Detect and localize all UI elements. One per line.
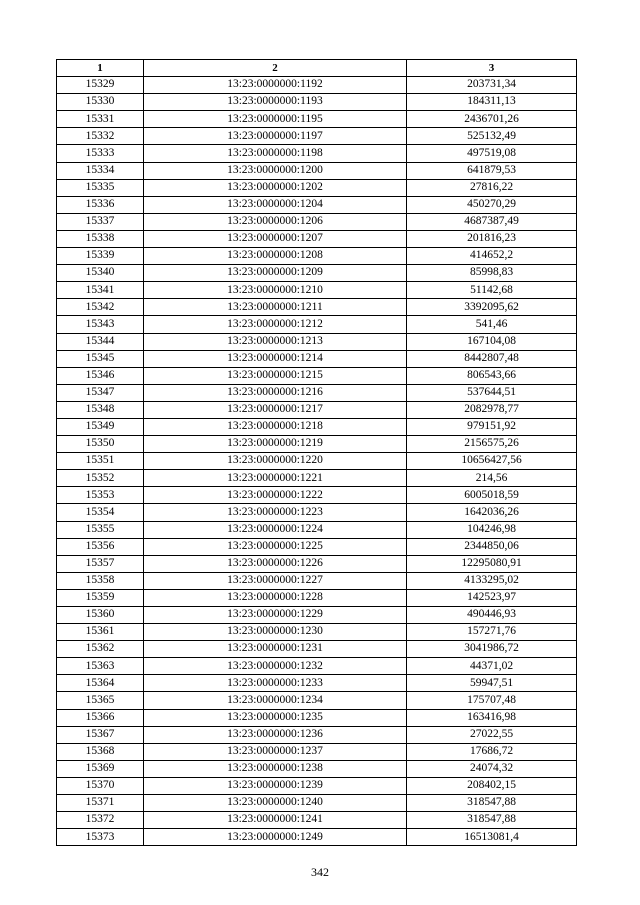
value-cell: 59947,51	[407, 675, 577, 692]
row-number-cell: 15331	[57, 111, 144, 128]
value-cell: 184311,13	[407, 94, 577, 111]
cadastral-number-cell: 13:23:0000000:1225	[144, 538, 407, 555]
table-row	[57, 521, 577, 538]
cadastral-number-cell: 13:23:0000000:1208	[144, 248, 407, 265]
table-row	[57, 675, 577, 692]
row-number-cell: 15349	[57, 418, 144, 435]
cadastral-number-cell: 13:23:0000000:1209	[144, 265, 407, 282]
table-row	[57, 213, 577, 230]
table-header	[57, 60, 577, 77]
value-cell: 2344850,06	[407, 538, 577, 555]
table-row	[57, 384, 577, 401]
row-number-cell: 15360	[57, 607, 144, 624]
table-row	[57, 111, 577, 128]
table-row	[57, 77, 577, 94]
cadastral-number-cell: 13:23:0000000:1237	[144, 743, 407, 760]
value-cell: 318547,88	[407, 795, 577, 812]
cadastral-number-cell: 13:23:0000000:1213	[144, 333, 407, 350]
value-cell: 203731,34	[407, 77, 577, 94]
value-cell: 806543,66	[407, 367, 577, 384]
row-number-cell: 15329	[57, 77, 144, 94]
cadastral-number-cell: 13:23:0000000:1233	[144, 675, 407, 692]
value-cell: 537644,51	[407, 384, 577, 401]
table-row	[57, 367, 577, 384]
value-cell: 979151,92	[407, 418, 577, 435]
cadastral-number-cell: 13:23:0000000:1235	[144, 709, 407, 726]
table-row	[57, 641, 577, 658]
table-row	[57, 453, 577, 470]
cadastral-number-cell: 13:23:0000000:1193	[144, 94, 407, 111]
value-cell: 641879,53	[407, 162, 577, 179]
table-row	[57, 589, 577, 606]
row-number-cell: 15351	[57, 453, 144, 470]
value-cell: 85998,83	[407, 265, 577, 282]
value-cell: 3041986,72	[407, 641, 577, 658]
cadastral-number-cell: 13:23:0000000:1204	[144, 196, 407, 213]
table-row	[57, 726, 577, 743]
row-number-cell: 15334	[57, 162, 144, 179]
row-number-cell: 15332	[57, 128, 144, 145]
value-cell: 157271,76	[407, 624, 577, 641]
cadastral-number-cell: 13:23:0000000:1198	[144, 145, 407, 162]
cadastral-number-cell: 13:23:0000000:1240	[144, 795, 407, 812]
table-row	[57, 487, 577, 504]
table-row	[57, 436, 577, 453]
value-cell: 27022,55	[407, 726, 577, 743]
row-number-cell: 15364	[57, 675, 144, 692]
value-cell: 3392095,62	[407, 299, 577, 316]
value-cell: 2082978,77	[407, 401, 577, 418]
table-row	[57, 333, 577, 350]
value-cell: 163416,98	[407, 709, 577, 726]
value-cell: 16513081,4	[407, 829, 577, 846]
table-row	[57, 743, 577, 760]
table-row	[57, 709, 577, 726]
value-cell: 12295080,91	[407, 555, 577, 572]
cadastral-number-cell: 13:23:0000000:1220	[144, 453, 407, 470]
row-number-cell: 15337	[57, 213, 144, 230]
cadastral-number-cell: 13:23:0000000:1212	[144, 316, 407, 333]
row-number-cell: 15355	[57, 521, 144, 538]
cadastral-number-cell: 13:23:0000000:1230	[144, 624, 407, 641]
value-cell: 175707,48	[407, 692, 577, 709]
value-cell: 525132,49	[407, 128, 577, 145]
cadastral-number-cell: 13:23:0000000:1210	[144, 282, 407, 299]
row-number-cell: 15343	[57, 316, 144, 333]
table-header-row	[57, 60, 577, 77]
table-row	[57, 299, 577, 316]
table-row	[57, 162, 577, 179]
value-cell: 318547,88	[407, 812, 577, 829]
row-number-cell: 15371	[57, 795, 144, 812]
row-number-cell: 15342	[57, 299, 144, 316]
value-cell: 450270,29	[407, 196, 577, 213]
row-number-cell: 15358	[57, 572, 144, 589]
cadastral-number-cell: 13:23:0000000:1221	[144, 470, 407, 487]
table-row	[57, 145, 577, 162]
row-number-cell: 15369	[57, 760, 144, 777]
cadastral-number-cell: 13:23:0000000:1236	[144, 726, 407, 743]
row-number-cell: 15340	[57, 265, 144, 282]
table-row	[57, 179, 577, 196]
table-row	[57, 196, 577, 213]
value-cell: 2436701,26	[407, 111, 577, 128]
row-number-cell: 15372	[57, 812, 144, 829]
value-cell: 414652,2	[407, 248, 577, 265]
value-cell: 208402,15	[407, 777, 577, 794]
column-header-3: 3	[407, 60, 577, 77]
row-number-cell: 15347	[57, 384, 144, 401]
value-cell: 497519,08	[407, 145, 577, 162]
row-number-cell: 15344	[57, 333, 144, 350]
cadastral-number-cell: 13:23:0000000:1214	[144, 350, 407, 367]
cadastral-number-cell: 13:23:0000000:1224	[144, 521, 407, 538]
table-row	[57, 692, 577, 709]
cadastral-number-cell: 13:23:0000000:1202	[144, 179, 407, 196]
table-row	[57, 470, 577, 487]
row-number-cell: 15339	[57, 248, 144, 265]
row-number-cell: 15335	[57, 179, 144, 196]
table-row	[57, 401, 577, 418]
cadastral-number-cell: 13:23:0000000:1229	[144, 607, 407, 624]
table-row	[57, 624, 577, 641]
table-row	[57, 94, 577, 111]
cadastral-number-cell: 13:23:0000000:1241	[144, 812, 407, 829]
table-body	[57, 77, 577, 846]
cadastral-number-cell: 13:23:0000000:1218	[144, 418, 407, 435]
row-number-cell: 15362	[57, 641, 144, 658]
cadastral-number-cell: 13:23:0000000:1197	[144, 128, 407, 145]
value-cell: 4687387,49	[407, 213, 577, 230]
cadastral-number-cell: 13:23:0000000:1234	[144, 692, 407, 709]
row-number-cell: 15336	[57, 196, 144, 213]
table-row	[57, 795, 577, 812]
value-cell: 6005018,59	[407, 487, 577, 504]
row-number-cell: 15370	[57, 777, 144, 794]
value-cell: 17686,72	[407, 743, 577, 760]
row-number-cell: 15366	[57, 709, 144, 726]
value-cell: 51142,68	[407, 282, 577, 299]
value-cell: 142523,97	[407, 589, 577, 606]
table-row	[57, 350, 577, 367]
cadastral-number-cell: 13:23:0000000:1192	[144, 77, 407, 94]
table-row	[57, 777, 577, 794]
row-number-cell: 15373	[57, 829, 144, 846]
value-cell: 2156575,26	[407, 436, 577, 453]
row-number-cell: 15352	[57, 470, 144, 487]
value-cell: 24074,32	[407, 760, 577, 777]
table-row	[57, 128, 577, 145]
row-number-cell: 15341	[57, 282, 144, 299]
value-cell: 10656427,56	[407, 453, 577, 470]
table-row	[57, 555, 577, 572]
row-number-cell: 15363	[57, 658, 144, 675]
data-table	[56, 59, 577, 846]
row-number-cell: 15356	[57, 538, 144, 555]
cadastral-number-cell: 13:23:0000000:1223	[144, 504, 407, 521]
page-number: 342	[311, 865, 329, 879]
row-number-cell: 15361	[57, 624, 144, 641]
value-cell: 44371,02	[407, 658, 577, 675]
table-row	[57, 316, 577, 333]
table-row	[57, 230, 577, 247]
cadastral-number-cell: 13:23:0000000:1238	[144, 760, 407, 777]
row-number-cell: 15353	[57, 487, 144, 504]
value-cell: 490446,93	[407, 607, 577, 624]
table-row	[57, 418, 577, 435]
cadastral-number-cell: 13:23:0000000:1195	[144, 111, 407, 128]
row-number-cell: 15359	[57, 589, 144, 606]
cadastral-number-cell: 13:23:0000000:1200	[144, 162, 407, 179]
row-number-cell: 15367	[57, 726, 144, 743]
row-number-cell: 15368	[57, 743, 144, 760]
cadastral-number-cell: 13:23:0000000:1231	[144, 641, 407, 658]
cadastral-number-cell: 13:23:0000000:1215	[144, 367, 407, 384]
cadastral-number-cell: 13:23:0000000:1206	[144, 213, 407, 230]
row-number-cell: 15345	[57, 350, 144, 367]
table-row	[57, 282, 577, 299]
row-number-cell: 15365	[57, 692, 144, 709]
value-cell: 104246,98	[407, 521, 577, 538]
row-number-cell: 15354	[57, 504, 144, 521]
cadastral-number-cell: 13:23:0000000:1226	[144, 555, 407, 572]
cadastral-number-cell: 13:23:0000000:1219	[144, 436, 407, 453]
cadastral-number-cell: 13:23:0000000:1211	[144, 299, 407, 316]
cadastral-number-cell: 13:23:0000000:1228	[144, 589, 407, 606]
row-number-cell: 15348	[57, 401, 144, 418]
column-header-2: 2	[144, 60, 407, 77]
value-cell: 214,56	[407, 470, 577, 487]
cadastral-number-cell: 13:23:0000000:1217	[144, 401, 407, 418]
value-cell: 27816,22	[407, 179, 577, 196]
value-cell: 1642036,26	[407, 504, 577, 521]
table-row	[57, 829, 577, 846]
cadastral-number-cell: 13:23:0000000:1222	[144, 487, 407, 504]
cadastral-number-cell: 13:23:0000000:1249	[144, 829, 407, 846]
row-number-cell: 15357	[57, 555, 144, 572]
cadastral-number-cell: 13:23:0000000:1227	[144, 572, 407, 589]
table-row	[57, 248, 577, 265]
value-cell: 541,46	[407, 316, 577, 333]
table-row	[57, 607, 577, 624]
table-row	[57, 572, 577, 589]
cadastral-number-cell: 13:23:0000000:1216	[144, 384, 407, 401]
row-number-cell: 15333	[57, 145, 144, 162]
cadastral-number-cell: 13:23:0000000:1207	[144, 230, 407, 247]
table-row	[57, 538, 577, 555]
row-number-cell: 15338	[57, 230, 144, 247]
table-row	[57, 812, 577, 829]
value-cell: 8442807,48	[407, 350, 577, 367]
table-row	[57, 760, 577, 777]
row-number-cell: 15330	[57, 94, 144, 111]
cadastral-number-cell: 13:23:0000000:1239	[144, 777, 407, 794]
value-cell: 4133295,02	[407, 572, 577, 589]
column-header-1: 1	[57, 60, 144, 77]
value-cell: 201816,23	[407, 230, 577, 247]
row-number-cell: 15350	[57, 436, 144, 453]
table-row	[57, 265, 577, 282]
row-number-cell: 15346	[57, 367, 144, 384]
cadastral-number-cell: 13:23:0000000:1232	[144, 658, 407, 675]
value-cell: 167104,08	[407, 333, 577, 350]
table-row	[57, 504, 577, 521]
table-row	[57, 658, 577, 675]
